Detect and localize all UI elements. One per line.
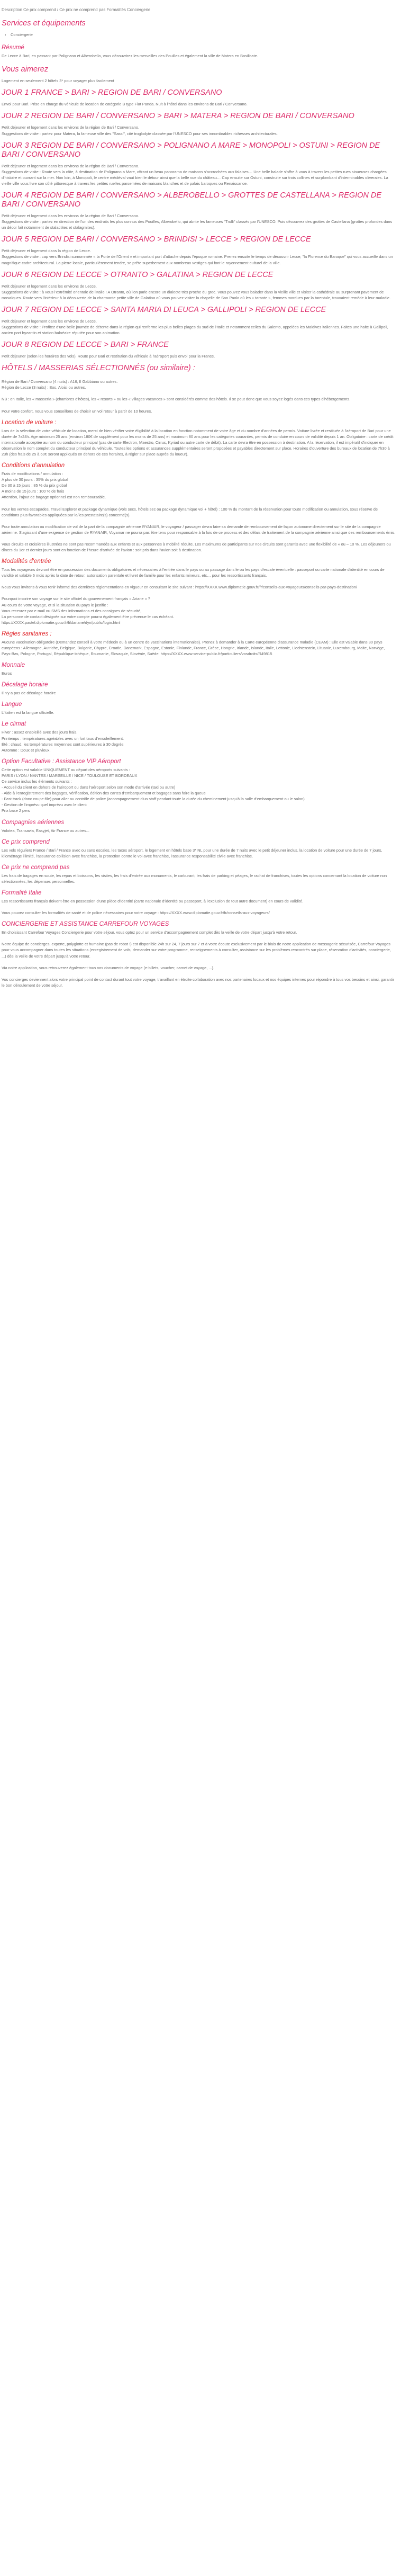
day-text: Suggestions de visite : cap vers Brindisi surnommée « la Porte de l'Orient » et important port d'attache depuis l'époque romaine. Prenez ensuite le temps de découvrir Lecce, "la Florence du Baroque" qui vous accueille dans un magnifique cadre architectural. La pierre locale, particulièrement tendre, se prête superbement aux nombreux vestiges qui font le rayonnement culturel de la ville.	[2, 254, 393, 265]
climat-title: Le climat	[2, 721, 26, 728]
page	[0, 0, 396, 988]
decalage-text: Il n'y a pas de décalage horaire	[2, 691, 56, 696]
resume-text: De Lecce à Bari, en passant par Polignano et Alberobello, vous découvrirez les merveilles des Pouilles et également la ville de Matera en Basilicate.	[2, 53, 258, 59]
services-item: • Conciergerie	[11, 32, 396, 38]
formalites-text: Tous les voyageurs devront être en possession des documents obligatoires et nécessaires à l'entrée dans le pays ou au passage dans le ou les pays d'escale éventuelle : passeport ou carte nationale d'identité en cours de validité et valable 6 mois après la date de retour, autorisation parentale et livret de famille pour les enfants mineurs, etc… pour les ressortissants français.	[2, 567, 385, 578]
day-title: JOUR 8 REGION DE LECCE > BARI > FRANCE	[2, 341, 169, 350]
day-text: Envol pour Bari. Prise en charge du véhicule de location de catégorie B type Fiat Panda. Nuit à l'hôtel dans les environs de Bari / Conversano.	[2, 102, 248, 107]
sanitaires-title: Règles sanitaires :	[2, 630, 52, 637]
day-title: JOUR 7 REGION DE LECCE > SANTA MARIA DI LEUCA > GALLIPOLI > REGION DE LECCE	[2, 305, 326, 314]
itinerary-title: Vous aimerez	[2, 65, 49, 74]
comprend-text: Les vols réguliers France / Bari / France avec ou sans escales, les taxes aéroport, le logement en hôtels base 3* NL pour une durée de 7 nuits avec le petit déjeuner inclus, la location de voiture pour une durée de 7 jours, kilométrage illimité, l'assurance collision avec franchise, la protection contre le vol avec franchise, l'assurance responsabilité civile avec franchise.	[2, 847, 382, 858]
day-title: JOUR 1 FRANCE > BARI > REGION DE BARI / CONVERSANO	[2, 88, 222, 97]
annulation-line: A plus de 30 jours : 35% du prix global	[2, 477, 68, 482]
annulation-text: Pour les ventes escapades, Travel Explorer et package dynamique (vols secs, hôtels sec ou package dynamique vol + hôtel) : 100 % du montant de la réservation pour toute modification ou annulation, sous réserve de conditions plus favorables appliquées par le/les prestataire(s) concerné(s).	[2, 506, 378, 517]
annulation-line: De 30 à 15 jours : 85 % du prix global	[2, 483, 67, 488]
compagnies-text: Volotea, Transavia, Easyjet, Air France ou autres...	[2, 828, 89, 833]
assistance-title: Option Facultative : Assistance VIP Aéroport	[2, 758, 121, 765]
day-text: Suggestions de visite : Route vers la côte, à destination de Polignano a Mare, offrant un beau panorama de maisons s'accrochées aux falaises… Une belle balade s'offre à vous à travers les petites rues sinueuses chargées d'histoire et ouvrant sur la mer. Non loin, à Monopoli, le centre médiéval vaut bien le détour ainsi que la belle vue du château… Cap ensuite sur Ostuni, construite sur trois collines et surplombant d'interminables oliveraies. La vieille ville vous livre son côté pittoresque à travers les petites ruelles parsemées de maisons blanches et de palais baroques ou Renaissance.	[2, 169, 388, 186]
compagnies-title: Compagnies aériennes	[2, 819, 65, 826]
annulation-line: Attention, l'ajout de bagage optionnel est non remboursable.	[2, 495, 106, 500]
langue-text: L'italien est la langue officielle.	[2, 710, 54, 715]
hotels-contact: Pour votre confort, nous vous conseillons de choisir un vol retour à partir de 10 heures.	[2, 408, 152, 414]
formalites-text: Nous vous invitons à vous tenir informé des dernières réglementations en vigueur en consultant le site suivant : https://XXXX.www.diplomatie.gouv.fr/fr/conseils-aux-voyageurs/conseils-par-pays-destination/	[2, 585, 357, 590]
hotels-line: Région de Lecce (3 nuits) : Eos, Aloisi ou autres.	[2, 385, 86, 390]
annulation-text: Pour toute annulation ou modification de vol de la part de la compagnie aérienne RYANAIR, le voyageur / passager devra faire sa demande de remboursement de façon autonome directement sur le site de la compagnie aérienne. S'agissant d'une exigence de gestion de RYANAIR, Voyamar ne pourra pas être tenu pour responsable à la fois de ce process et des délais de traitement de la compagnie aérienne ainsi que des remboursements émis.	[2, 524, 396, 535]
assistance-line: - Gestion de l'imprévu quel imprévu avec le client	[2, 802, 87, 808]
day-text: Petit déjeuner et logement dans les environs de la région de Bari / Conversano.	[2, 125, 140, 130]
conciergerie-text: Vos concierges deviennent alors votre principal point de contact durant tout votre voyage, travaillant en étroite collaboration avec nos partenaires locaux et nos équipes internes pour répondre à tous vos besoins et ainsi, garantir le bon déroulement de votre séjour.	[2, 977, 394, 988]
sanitaires-text: Aucune vaccination obligatoire (Demandez conseil à votre médecin ou à un centre de vaccinations internationales). Prenez à demander à la Carte européenne d'assurance maladie (CEAM) : Elle est valable dans 30 pays européens : Allemagne, Autriche, Belgique, Bulgarie, Chypre, Croatie, Danemark, Espagne, Estonie, Finlande, France, Grèce, Hongrie, Irlande, Islande, Italie, Lettonie, Liechtenstein, Lituanie, Luxembourg, Malte, Norvège, Pays-Bas, Pologne, Portugal, République tchèque, Roumanie, Slovaquie, Slovénie, Suède. https://XXXX.www.service-public.fr/particuliers/vosdroits/R49815	[2, 639, 385, 657]
langue-title: Langue	[2, 701, 22, 708]
conciergerie-text: En choisissant Carrefour Voyages Conciergerie pour votre séjour, vous optez pour un service d'accompagnement complet dès la veille de votre départ jusqu'à votre retour.	[2, 930, 297, 935]
formalite-text: Vous pouvez consulter les formalités de santé et de police nécessaires pour votre voyage : https://XXXX.www.diplomatie.gouv.fr/fr/conseils-aux-voyageurs/	[2, 910, 270, 916]
day-text: Suggestions de visite : à vous l'extrémité orientale de l'Italie ! A Otranto, où l'on parle encore un dialecte très proche du grec. Vous pouvez vous balader dans la vieille ville et visiter la cathédrale au surprenant pavement de mosaïques. Route vers l'intérieur à la découverte de la charmante petite ville de Galatina où vous pouvez visiter la chapelle de San Paolo où les « tarante », femmes mordues par la tarentule, trouvaient remède à leur maladie.	[2, 289, 391, 300]
climat-line: Hiver : assez ensoleillé avec des jours frais.	[2, 730, 78, 735]
services-list	[2, 32, 396, 38]
itinerary-intro: Logement en seulement 2 hôtels 3* pour voyager plus facilement	[2, 78, 114, 84]
location-text: Lors de la sélection de votre véhicule de location, merci de bien vérifier votre éligibilité à la location en fonction notamment de votre âge et du nombre d'années de permis. Voiture livrée et restituée à l'aéroport de Bari pour une durée de 7x24h. Age minimum 25 ans (environ 180€ de supplément pour les moins de 25 ans) et maximum 80 ans pour les catégories courantes, permis de conduire en cours de validité depuis 1 an. Obligatoire : carte de crédit internationale acceptée au nom du conducteur principal (pas de carte Electron, Maestro, Cirrus, Kyriad ou autre carte de débit). La carte devra être en possession à destination. A la réservation, il est impératif d'indiquer en observation le nom complet du conducteur principal du véhicule. Toutes les options et assurances supplémentaires seront proposées et payables directement sur place. Horaires d'ouverture des bureaux de location de 7h30 à 23h (des frais de 25 à 60€ seront appliqués en dehors de ces horaires, à régler sur place auprès du loueur).	[2, 428, 394, 457]
services-title: Services et équipements	[2, 19, 86, 28]
annulation-line: Frais de modifications / annulation :	[2, 471, 63, 477]
formalite-text: Les ressortissants français doivent être en possession d'une pièce d'identité (carte nationale d'identité ou passeport, à l'exclusion de tout autre document) en cours de validité.	[2, 899, 304, 904]
assistance-line: PARIS / LYON / NANTES / MARSEILLE / NICE / TOULOUSE ET BORDEAUX	[2, 773, 138, 778]
assistance-line: - Aide à l'enregistrement des bagages, vérification, édition des cartes d'embarquement et bagages sans faire la queue	[2, 791, 206, 796]
day-text: Petit déjeuner et logement dans les environs de la région de Bari / Conversano.	[2, 163, 140, 168]
hotels-line: Région de Bari / Conversano (4 nuits) : A16, Il Gabbiano ou autres.	[2, 379, 118, 384]
day-text: Petit déjeuner et logement dans les environs de la région de Bari / Conversano.	[2, 213, 140, 219]
climat-line: Printemps : températures agréables avec un fort taux d'ensoleillement.	[2, 736, 124, 741]
assistance-line: Ce service inclus les éléments suivants :	[2, 779, 72, 784]
day-title: JOUR 4 REGION DE BARI / CONVERSANO > ALBEROBELLO > GROTTES DE CASTELLANA > REGION DE BARI / CONVERSANO	[2, 191, 382, 209]
hotels-note: NB : en Italie, les « masseria » (chambres d'hôtes), les « resorts » ou les « villages vacances » sont considérés comme des hôtels. Il se peut donc que vous soyez logés dans ces types d'hébergements.	[2, 397, 351, 402]
hotels-title: HÔTELS / MASSERIAS SÉLECTIONNÉS (ou similaire) :	[2, 364, 195, 373]
location-title: Location de voiture :	[2, 419, 57, 426]
resume-title: Résumé	[2, 44, 24, 51]
assistance-line: - Fast track (donc coupe-file) pour aller au contrôle de police (accompagnement d'un staff pendant toute la durée du cheminement jusqu'à la salle d'embarquement ou le salon)	[2, 797, 305, 802]
breadcrumb: Description Ce prix comprend / Ce prix ne comprend pas Formalités Conciergerie	[2, 7, 151, 12]
conciergerie-text: Notre équipe de concierges, experte, polyglotte et humaine (pas de robot !) est disponible 24h sur 24, 7 jours sur 7 et à votre écoute exclusivement par le biais de notre application de messagerie sécurisée, Carrefour Voyages pour vous accompagner dans toutes les situations (enregistrement de vols, demander sur votre programme, renseignements à consulter, assistance sur les problèmes rencontrés sur place, réservation d'activités, conciergerie, ...) dès la veille de votre départ jusqu'à votre retour.	[2, 942, 391, 959]
day-title: JOUR 2 REGION DE BARI / CONVERSANO > BARI > MATERA > REGION DE BARI / CONVERSANO	[2, 112, 354, 121]
necomprend-text: Les frais de bagages en soute, les repas et boissons, les visites, les frais d'entrée aux monuments, le carburant, les frais de parking et péages, le rachat de franchises, toutes les options concernant la location de voiture non sélectionnées, les dépenses personnelles.	[2, 873, 387, 884]
day-title: JOUR 5 REGION DE BARI / CONVERSANO > BRINDISI > LECCE > REGION DE LECCE	[2, 235, 311, 244]
day-text: Suggestions de visite : partez pour Matera, la fameuse ville des "Sassi", cité troglodyte classée par l'UNESCO pour ses innombrables richesses architecturales.	[2, 131, 278, 136]
assistance-line: - Accueil du client en dehors de l'aéroport ou dans l'aéroport selon son mode d'arrivée (taxi ou autre)	[2, 785, 176, 790]
day-title: JOUR 6 REGION DE LECCE > OTRANTO > GALATINA > REGION DE LECCE	[2, 270, 274, 279]
assistance-line: Prix base 2 pers	[2, 808, 30, 813]
annulation-line: A moins de 15 jours : 100 % de frais	[2, 489, 65, 494]
monnaie-title: Monnaie	[2, 662, 25, 669]
climat-line: Été : chaud, les températures moyennes sont supérieures à 30 degrés	[2, 741, 124, 747]
day-text: Petit déjeuner (selon les horaires des vols). Route pour Bari et restitution du véhicule à l'aéroport puis envol pour la France.	[2, 354, 215, 359]
formalite-title: Formalité Italie	[2, 890, 42, 897]
day-text: Petit déjeuner et logement dans la région de Lecce.	[2, 248, 91, 254]
comprend-title: Ce prix comprend	[2, 838, 50, 845]
assistance-line: Cette option est valable UNIQUEMENT au départ des aéroports suivants :	[2, 767, 130, 772]
conciergerie-title: CONCIERGERIE ET ASSISTANCE CARREFOUR VOYAGES	[2, 921, 169, 928]
formalites-title: Modalités d'entrée	[2, 558, 51, 565]
day-text: Petit déjeuner et logement dans les environs de Lecce.	[2, 318, 97, 324]
day-text: Suggestions de visite : Profitez d'une belle journée de détente dans la région qui renferme les plus belles plages du sud de l'Italie et notamment celles du Salento, appelées les Maldives italiennes. Faites une halte à Gallipoli, ancien port byzantin et station balnéaire réputée pour son animation.	[2, 324, 388, 336]
decalage-title: Décalage horaire	[2, 682, 48, 688]
monnaie-text: Euros	[2, 671, 12, 676]
day-text: Petit déjeuner et logement dans les environs de Lecce.	[2, 283, 97, 289]
necomprend-title: Ce prix ne comprend pas	[2, 864, 70, 871]
annulation-title: Conditions d'annulation	[2, 462, 65, 469]
conciergerie-text: Via notre application, vous retrouverez également tous vos documents de voyage (e-billets, voucher, carnet de voyage, ...).	[2, 965, 215, 970]
annulation-text: Vous circuits et croisières illustrées ne sont pas recommandés aux enfants et aux personnes à mobilité réduite. Les maximums de participants sur nos circuits sont garantis avec une flexibilité de « ou – 10 %. Les déjeuners ou dîners du 1er et dernier jours sont en fonction de l'heure d'arrivée de l'avion : soit pris dans l'avion soit à destination.	[2, 541, 391, 553]
day-text: Suggestions de visite : partez en direction de l'un des endroits les plus connus des Pouilles, Alberobello, qui abrite les fameuses "Trulli" classés par l'UNESCO. Puis découvrez des grottes de Castellana (grottes profondes dans un décor fait notamment de stalactites et stalagmites).	[2, 219, 393, 230]
formalites-text: Pourquoi inscrire son voyage sur le site officiel du gouvernement français « Ariane » ? Au cours de votre voyage, et si la situation du pays le justifie : Vous recevrez par e-mail ou SMS des informations et des consignes de sécurité, La personne de contact désignée sur votre compte pourra également être prévenue le cas échéant. https://XXXX.pastel.diplomatie.gouv.fr/fildariane/dyn/public/login.html	[2, 596, 174, 625]
day-title: JOUR 3 REGION DE BARI / CONVERSANO > POLIGNANO A MARE > MONOPOLI > OSTUNI > REGION DE BARI / CONVERSANO	[2, 141, 380, 159]
climat-line: Automne : Doux et pluvieux.	[2, 747, 51, 753]
